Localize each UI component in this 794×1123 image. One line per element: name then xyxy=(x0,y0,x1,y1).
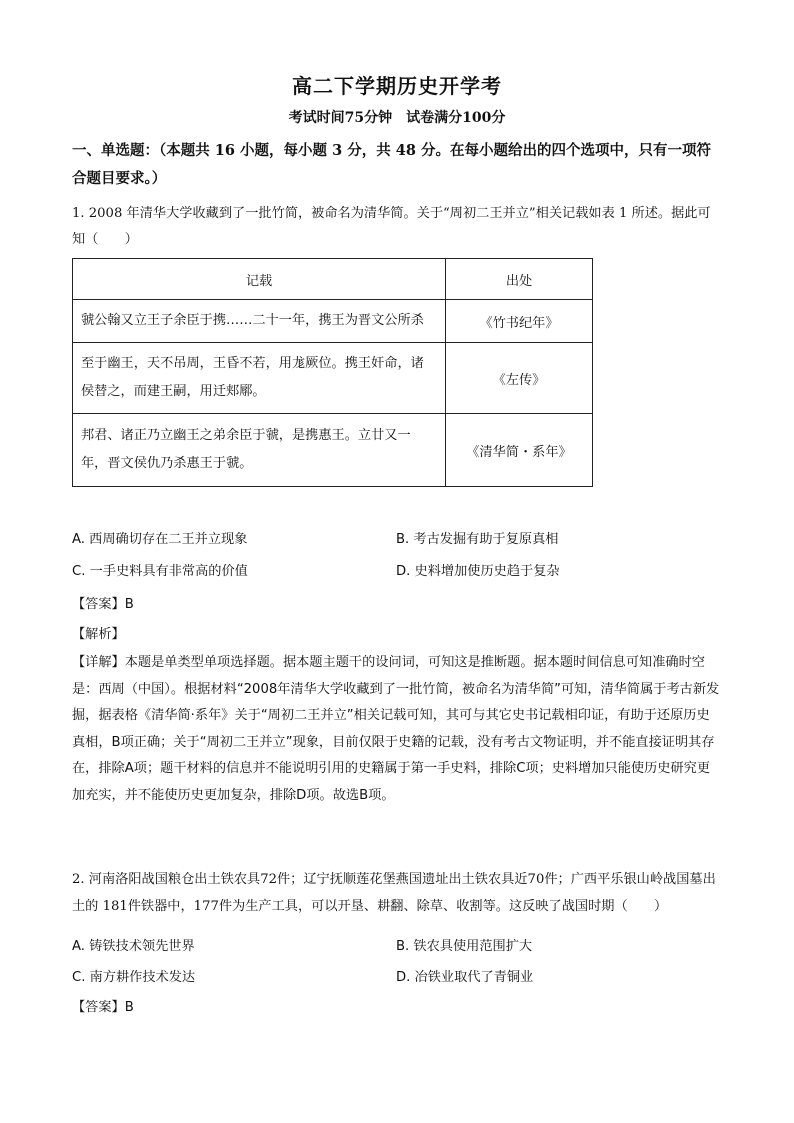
table-cell-record: 虢公翰又立王子余臣于携……二十一年，携王为晋文公所杀 xyxy=(73,300,446,343)
table-cell-source: 《左传》 xyxy=(446,343,593,414)
table-cell-source: 《清华简・系年》 xyxy=(446,414,593,487)
table-header-source: 出处 xyxy=(446,259,593,300)
q1-option-b: B. 考古发掘有助于复原真相 xyxy=(396,532,559,547)
exam-title: 高二下学期历史开学考 xyxy=(292,74,502,98)
table-header-record: 记载 xyxy=(73,259,446,300)
table-cell-record: 邦君、诸正乃立幽王之弟余臣于虢，是携惠王。立廿又一年，晋文侯仇乃杀惠王于虢。 xyxy=(73,414,446,487)
table-row xyxy=(73,414,593,487)
table-row xyxy=(73,343,593,414)
q2-answer: 【答案】B xyxy=(72,1000,134,1015)
exam-subtitle: 考试时间75分钟 试卷满分100分 xyxy=(288,110,506,126)
table-header-row xyxy=(73,259,593,300)
table-cell-record: 至于幽王，天不吊周，王昏不若，用尨厥位。携王奸命，诸侯替之，而建王嗣，用迁郏鄏。 xyxy=(73,343,446,414)
question-2-stem: 2. 河南洛阳战国粮仓出土铁农具72件；辽宁抚顺莲花堡燕国遗址出土铁农具近70件；广西平乐银山岭战国墓出土的 181件铁器中，177件为生产工具，可以开垦、耕翻、除草、收割等。这反映了战国时期（ ） xyxy=(72,872,716,914)
q2-option-a: A. 铸铁技术领先世界 xyxy=(72,939,195,954)
q1-answer: 【答案】B xyxy=(72,597,134,612)
q1-option-a: A. 西周确切存在二王并立现象 xyxy=(72,532,248,547)
q1-option-d: D. 史料增加使历史趋于复杂 xyxy=(396,564,560,579)
section-heading: 一、单选题：（本题共 16 小题，每小题 3 分，共 48 分。在每小题给出的四个选项中，只有一项符合题目要求。） xyxy=(72,142,711,187)
question-1-stem: 1. 2008 年清华大学收藏到了一批竹简，被命名为清华简。关于“周初二王并立”相关记载如表 1 所述。据此可知（ ） xyxy=(72,206,711,247)
q2-option-d: D. 冶铁业取代了青铜业 xyxy=(396,970,534,985)
table-cell-source: 《竹书纪年》 xyxy=(446,300,593,343)
table-row xyxy=(73,300,593,343)
q2-option-b: B. 铁农具使用范围扩大 xyxy=(396,939,533,954)
q1-detail: 【详解】本题是单类型单项选择题。据本题主题干的设问词，可知这是推断题。据本题时间信息可知准确时空是：西周（中国）。根据材料“2008年清华大学收藏到了一批竹简，被命名为清华简”可知，清华简属于考古新发掘，据表格《清华简·系年》关于“周初二王并立”相关记载可知，其可与其它史书记载相印证，有助于还原历史真相，B项正确；关于“周初二王并立”现象，目前仅限于史籍的记载，没有考古文物证明，并不能直接证明其存在，排除A项；题干材料的信息并不能说明引用的史籍属于第一手史料，排除C项；史料增加只能使历史研究更加充实，并不能使历史更加复杂，排除D项。故选B项。 xyxy=(72,655,720,803)
records-table xyxy=(72,258,593,487)
q1-option-c: C. 一手史料具有非常高的价值 xyxy=(72,564,248,579)
q2-option-c: C. 南方耕作技术发达 xyxy=(72,970,196,985)
q1-analysis-label: 【解析】 xyxy=(72,627,125,642)
